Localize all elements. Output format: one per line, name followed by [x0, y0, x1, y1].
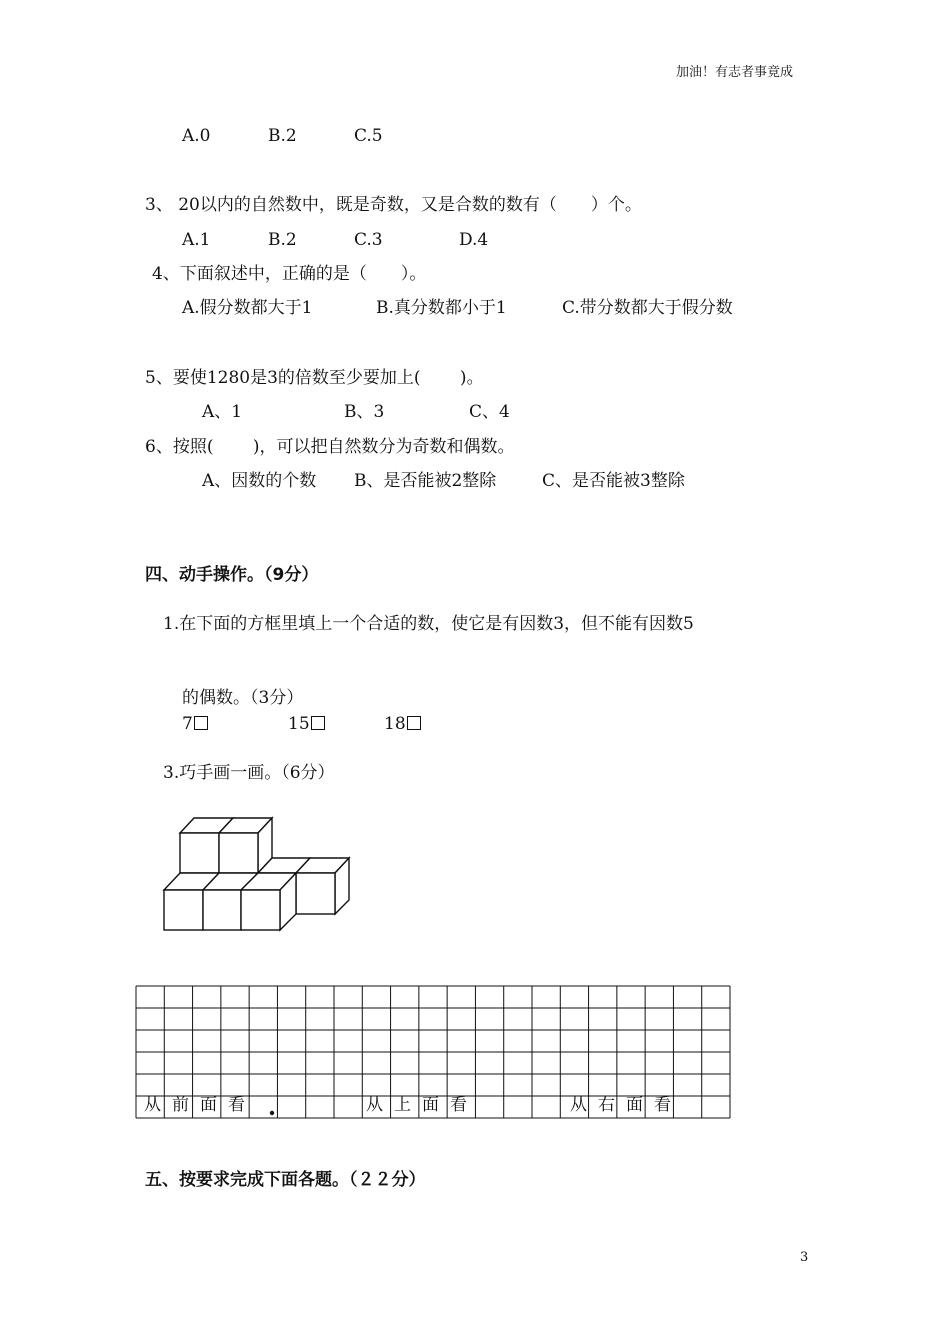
label-right-3: 面 — [626, 1095, 643, 1115]
q2-option-b: B.2 — [268, 126, 297, 146]
q4-option-c: C.带分数都大于假分数 — [562, 298, 733, 318]
label-front-3: 面 — [200, 1095, 217, 1115]
label-top-3: 面 — [422, 1095, 439, 1115]
header-motto: 加油！有志者事竟成 — [676, 65, 794, 80]
label-right-4: 看 — [654, 1095, 671, 1115]
section4-q1-line2: 的偶数。（3分） — [182, 688, 304, 708]
section4-q3-text: 3.巧手画一画。（6分） — [163, 763, 335, 783]
q2-option-a: A.0 — [182, 126, 211, 146]
label-front-2: 前 — [172, 1095, 189, 1115]
grid-dot-mark — [270, 1111, 274, 1115]
label-top-2: 上 — [394, 1095, 411, 1115]
q3-option-b: B.2 — [268, 230, 297, 250]
q5-text: 5、要使1280是3的倍数至少要加上( )。 — [145, 368, 484, 388]
q3-option-c: C.3 — [354, 230, 383, 250]
label-front-4: 看 — [228, 1095, 245, 1115]
q2-option-c: C.5 — [354, 126, 383, 146]
label-right-1: 从 — [570, 1095, 587, 1115]
section5-title: 五、按要求完成下面各题。（２２分） — [145, 1170, 426, 1190]
cube-stack-figure — [155, 810, 355, 935]
q5-option-b: B、3 — [344, 402, 385, 422]
answer-box-1[interactable] — [194, 716, 208, 730]
q6-text: 6、按照( )，可以把自然数分为奇数和偶数。 — [145, 437, 515, 457]
q3-text: 3、 20以内的自然数中，既是奇数，又是合数的数有（ ）个。 — [145, 195, 642, 215]
fill-item-2-number: 15 — [288, 714, 310, 734]
q4-option-a: A.假分数都大于1 — [182, 298, 313, 318]
section4-title: 四、动手操作。（9分） — [145, 565, 319, 585]
q6-option-b: B、是否能被2整除 — [354, 471, 497, 491]
q6-option-a: A、因数的个数 — [202, 471, 317, 491]
q6-option-c: C、是否能被3整除 — [542, 471, 685, 491]
label-front-1: 从 — [144, 1095, 161, 1115]
q3-option-d: D.4 — [459, 230, 489, 250]
label-top-4: 看 — [450, 1095, 467, 1115]
q3-option-a: A.1 — [182, 230, 211, 250]
fill-item-1-number: 7 — [182, 714, 193, 734]
fill-item-3 — [384, 716, 421, 733]
q4-option-b: B.真分数都小于1 — [376, 298, 507, 318]
section4-q1-line1: 1.在下面的方框里填上一个合适的数，使它是有因数3，但不能有因数5 — [163, 614, 694, 634]
answer-box-2[interactable] — [311, 716, 325, 730]
label-right-2: 右 — [598, 1095, 615, 1115]
page-number: 3 — [800, 1250, 809, 1265]
fill-item-1 — [182, 716, 208, 733]
label-top-1: 从 — [366, 1095, 383, 1115]
q5-option-c: C、4 — [469, 402, 510, 422]
q5-option-a: A、1 — [202, 402, 243, 422]
fill-item-2 — [288, 716, 325, 733]
answer-box-3[interactable] — [407, 716, 421, 730]
q4-text: 4、下面叙述中，正确的是（ ）。 — [152, 264, 427, 284]
fill-item-3-number: 18 — [384, 714, 406, 734]
